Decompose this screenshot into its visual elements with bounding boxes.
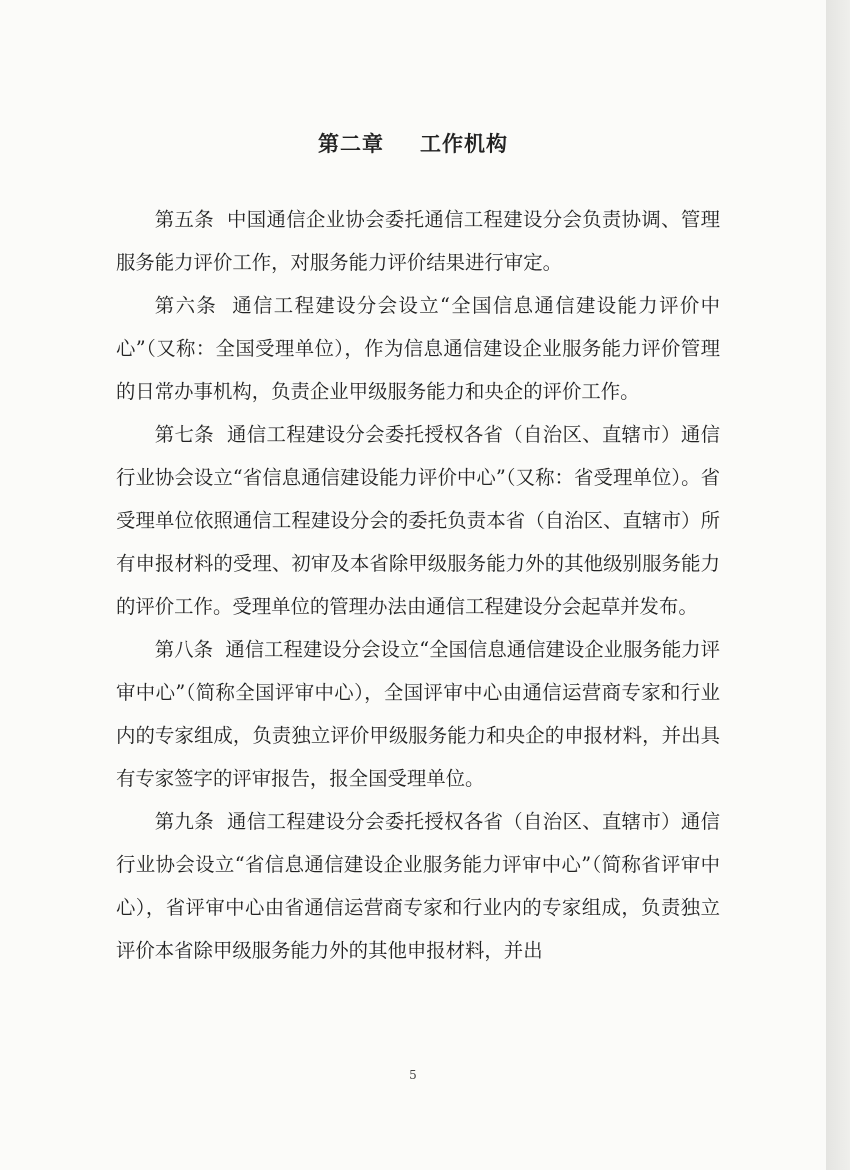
article-9 bbox=[116, 800, 720, 972]
article-text: 通信工程建设分会委托授权各省（自治区、直辖市）通信行业协会设立“省信息通信建设能力评价中心”（又称：省受理单位）。省受理单位依照通信工程建设分会的委托负责本省（自治区、直辖市）所有申报材料的受理、初审及本省除甲级服务能力外的其他级别服务能力的评价工作。受理单位的管理办法由通信工程建设分会起草并发布。 bbox=[116, 423, 721, 618]
article-label: 第六条 bbox=[154, 294, 218, 317]
article-6 bbox=[116, 284, 720, 413]
article-label: 第五条 bbox=[154, 208, 214, 231]
article-8 bbox=[116, 628, 720, 800]
chapter-number: 第二章 bbox=[318, 132, 384, 156]
page-number: 5 bbox=[409, 1068, 417, 1082]
article-text: 通信工程建设分会设立“全国信息通信建设能力评价中心”（又称：全国受理单位），作为信息通信建设企业服务能力评价管理的日常办事机构，负责企业甲级服务能力和央企的评价工作。 bbox=[116, 294, 721, 403]
article-text: 中国通信企业协会委托通信工程建设分会负责协调、管理服务能力评价工作，对服务能力评价结果进行审定。 bbox=[116, 208, 721, 274]
article-7 bbox=[116, 413, 720, 628]
scan-edge bbox=[826, 0, 850, 1170]
article-label: 第九条 bbox=[154, 810, 214, 833]
document-body bbox=[116, 198, 720, 972]
article-label: 第八条 bbox=[154, 638, 213, 661]
article-5 bbox=[116, 198, 720, 284]
article-text: 通信工程建设分会委托授权各省（自治区、直辖市）通信行业协会设立“省信息通信建设企业服务能力评审中心”（简称省评审中心），省评审中心由省通信运营商专家和行业内的专家组成，负责独立评价本省除甲级服务能力外的其他申报材料，并出 bbox=[116, 810, 721, 962]
article-text: 通信工程建设分会设立“全国信息通信建设企业服务能力评审中心”（简称全国评审中心），全国评审中心由通信运营商专家和行业内的专家组成，负责独立评价甲级服务能力和央企的申报材料，并出具有专家签字的评审报告，报全国受理单位。 bbox=[116, 638, 721, 790]
chapter-title: 工作机构 bbox=[420, 132, 508, 156]
article-label: 第七条 bbox=[154, 423, 214, 446]
chapter-heading bbox=[0, 128, 826, 158]
